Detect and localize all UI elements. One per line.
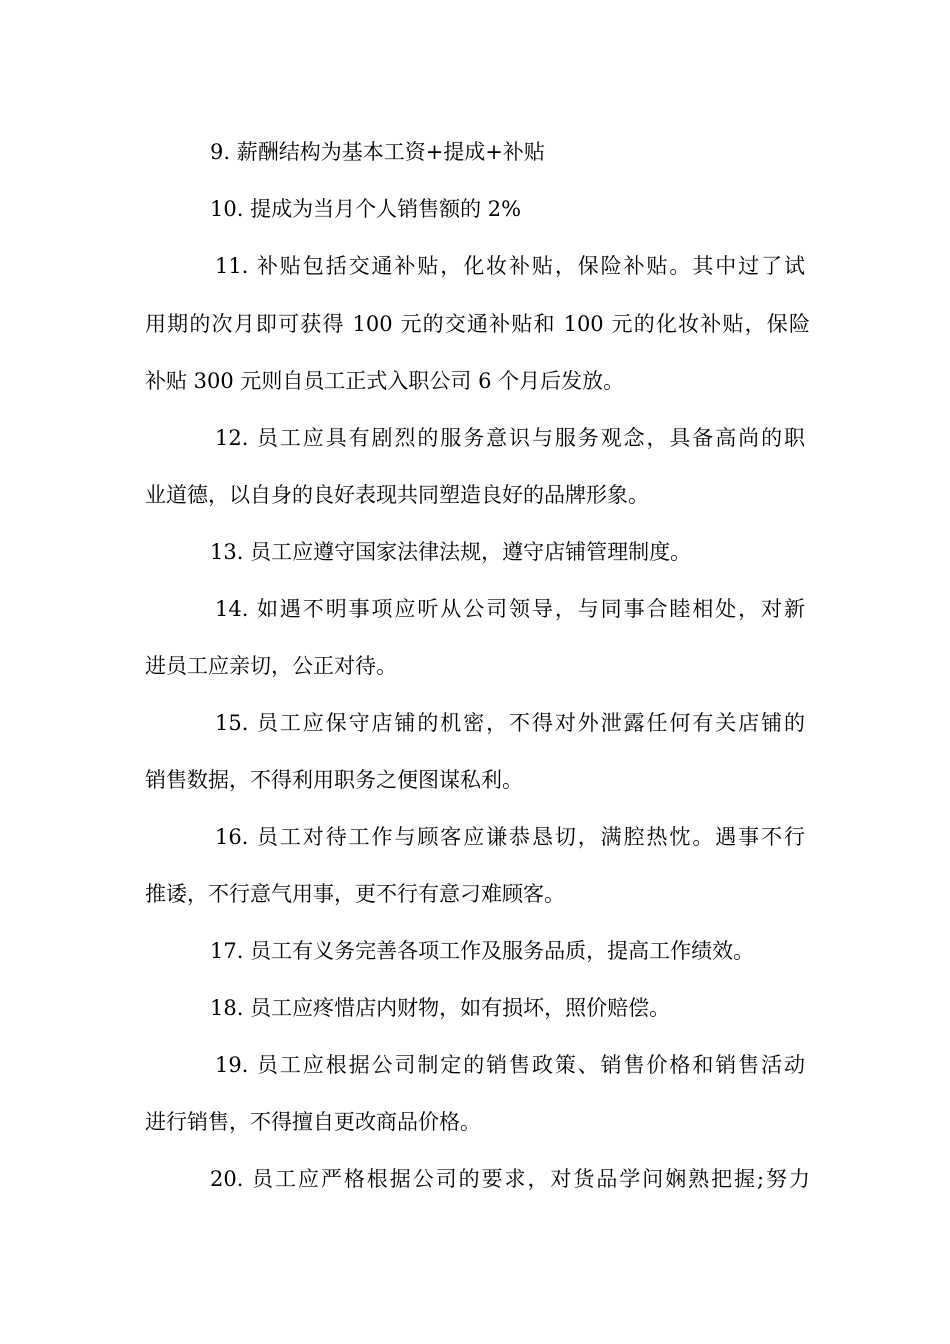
paragraph-line: 进员工应亲切，公正对待。 — [145, 654, 397, 678]
list-item-9: 9. 薪酬结构为基本工资+提成+补贴 — [210, 140, 545, 164]
list-item-15: 15. 员工应保守店铺的机密，不得对外泄露任何有关店铺的 — [215, 711, 805, 735]
list-item-10: 10. 提成为当月个人销售额的 2% — [210, 197, 522, 221]
paragraph-line: 补贴 300 元则自员工正式入职公司 6 个月后发放。 — [145, 369, 625, 393]
paragraph-line: 业道德，以自身的良好表现共同塑造良好的品牌形象。 — [145, 483, 649, 507]
list-item-18: 18. 员工应疼惜店内财物，如有损坏，照价赔偿。 — [210, 996, 671, 1020]
list-item-11: 11. 补贴包括交通补贴，化妆补贴，保险补贴。其中过了试 — [215, 254, 805, 278]
list-item-12: 12. 员工应具有剧烈的服务意识与服务观念，具备高尚的职 — [215, 426, 805, 450]
paragraph-line: 用期的次月即可获得 100 元的交通补贴和 100 元的化妆补贴，保险 — [145, 312, 810, 336]
list-item-19: 19. 员工应根据公司制定的销售政策、销售价格和销售活动 — [215, 1053, 805, 1077]
list-item-20: 20. 员工应严格根据公司的要求，对货品学问娴熟把握;努力 — [210, 1167, 810, 1191]
paragraph-line: 销售数据，不得利用职务之便图谋私利。 — [145, 768, 523, 792]
list-item-14: 14. 如遇不明事项应听从公司领导，与同事合睦相处，对新 — [215, 597, 805, 621]
list-item-16: 16. 员工对待工作与顾客应谦恭恳切，满腔热忱。遇事不行 — [215, 825, 805, 849]
list-item-17: 17. 员工有义务完善各项工作及服务品质，提高工作绩效。 — [210, 939, 755, 963]
paragraph-line: 进行销售，不得擅自更改商品价格。 — [145, 1110, 481, 1134]
list-item-13: 13. 员工应遵守国家法律法规，遵守店铺管理制度。 — [210, 540, 692, 564]
paragraph-line: 推诿，不行意气用事，更不行有意刁难顾客。 — [145, 882, 565, 906]
